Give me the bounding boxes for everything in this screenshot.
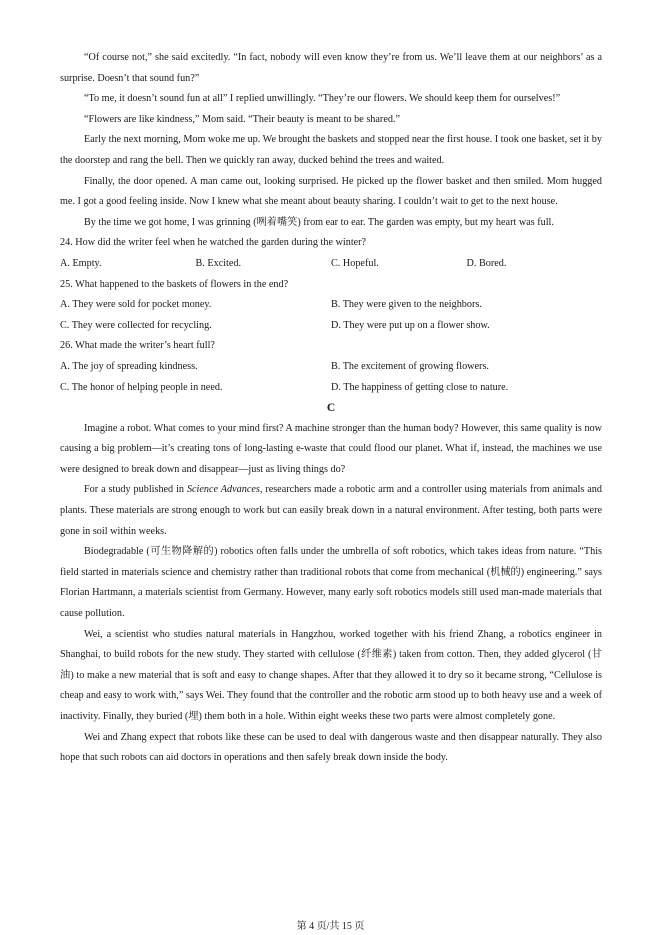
paragraph: By the time we got home, I was grinning (咧着嘴笑) from ear to ear. The garden was empty, but my heart was full. <box>84 216 554 228</box>
paragraph: Finally, the door opened. A man came out, looking surprised. He picked up the flower basket and then smiled. Mom hugged me. I got a good feeling inside. Now I knew what she meant about beauty sharing. I couldn’t wait to get to the next house. <box>60 175 602 208</box>
option-c: C. They were collected for recycling. <box>60 319 212 331</box>
section-heading: C <box>326 402 336 415</box>
page-footer: 第 4 页/共 15 页 <box>296 921 365 932</box>
paragraph: Biodegradable (可生物降解的) robotics often falls under the umbrella of soft robotics, which takes ideas from nature. “This field started in materials science and chemistry rather than traditional robots that come from mechanical (机械的) engineering.” says Florian Hartmann, a materials scientist from Germany. However, many early soft robotics models still used man-made materials that cause pollution. <box>60 546 602 620</box>
option-b: B. Excited. <box>195 257 242 269</box>
paragraph-text: For a study published in <box>84 484 187 496</box>
option-d: D. Bored. <box>466 257 507 269</box>
option-a: A. They were sold for pocket money. <box>60 299 212 311</box>
question-26-options-row-2 <box>60 378 602 399</box>
page-content <box>60 48 602 769</box>
paragraph: “Flowers are like kindness,” Mom said. “Their beauty is meant to be shared.” <box>84 113 401 125</box>
question-25-stem: 25. What happened to the baskets of flowers in the end? <box>60 278 289 290</box>
option-a: A. The joy of spreading kindness. <box>60 360 198 372</box>
option-b: B. The excitement of growing flowers. <box>331 360 489 372</box>
question-25-options-row-1 <box>60 295 602 316</box>
question-24-stem: 24. How did the writer feel when he watched the garden during the winter? <box>60 237 367 249</box>
question-26-stem: 26. What made the writer’s heart full? <box>60 340 215 352</box>
journal-title: Science Advances <box>186 484 260 496</box>
question-25-options-row-2 <box>60 316 602 337</box>
paragraph <box>60 480 602 542</box>
paragraph: “To me, it doesn’t sound fun at all” I replied unwillingly. “They’re our flowers. We should keep them for ourselves!” <box>84 93 561 105</box>
question-26-options-row-1 <box>60 357 602 378</box>
paragraph: “Of course not,” she said excitedly. “In fact, nobody will even know they’re from us. We’ll leave them at our neighbors’ as a surprise. Doesn’t that sound fun?” <box>60 52 602 84</box>
paragraph: Imagine a robot. What comes to your mind first? A machine stronger than the human body? However, this same quality is now causing a big problem—it’s creating tons of long-lasting e-waste that could flood our planet. What if, instead, the machines we use were designed to break down and disappear—just as living things do? <box>60 422 602 475</box>
question-24-options <box>60 254 602 275</box>
option-c: C. The honor of helping people in need. <box>60 381 223 393</box>
option-c: C. Hopeful. <box>331 257 379 269</box>
option-a: A. Empty. <box>60 257 102 269</box>
option-d: D. They were put up on a flower show. <box>331 319 490 331</box>
paragraph: Early the next morning, Mom woke me up. We brought the baskets and stopped near the first house. I took one basket, set it by the doorstep and rang the bell. Then we quickly ran away, ducked behind the trees and waited. <box>60 134 602 166</box>
option-d: D. The happiness of getting close to nature. <box>331 381 509 393</box>
paragraph: Wei, a scientist who studies natural materials in Hangzhou, worked together with his friend Zhang, a robotics engineer in Shanghai, to build robots for the new study. They started with cellulose (纤维素) taken from cotton. Then, they added glycerol (甘油) to make a new material that is soft and easy to change shapes. After that they allowed it to dry so it became strong, “Cellulose is cheap and easy to work with,” says Wei. They found that the controller and the robotic arm stood up to both heavy use and a week of inactivity. Finally, they buried (埋) them both in a hole. Within eight weeks these two parts were almost completely gone. <box>60 628 602 722</box>
paragraph: Wei and Zhang expect that robots like these can be used to deal with dangerous waste and then disappear naturally. They also hope that such robots can aid doctors in operations and then safely break down inside the body. <box>60 731 602 764</box>
option-b: B. They were given to the neighbors. <box>331 299 482 311</box>
paragraph-text: , researchers made a robotic arm and a controller using materials from animals and plants. These materials are strong enough to work but can easily break down in a natural environment. After testing, both parts were gone in soil within weeks. <box>60 484 602 537</box>
